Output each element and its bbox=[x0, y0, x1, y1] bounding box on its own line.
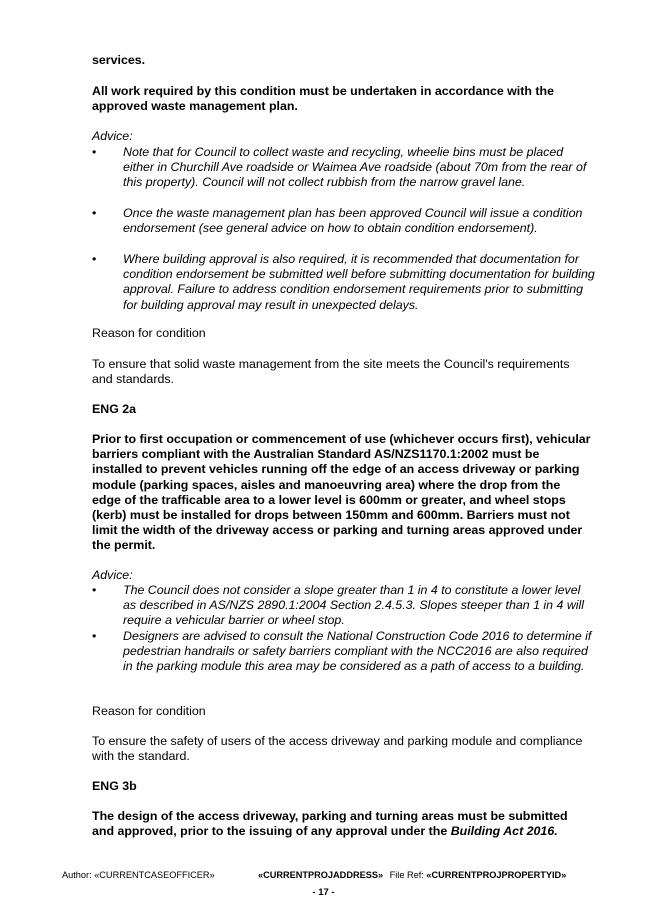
advice1-bullet-2: Once the waste management plan has been approved Council will issue a condition endorsement (see general advice on how to obtain condition endorsement). bbox=[123, 206, 583, 236]
advice-label-2: Advice: bbox=[92, 568, 133, 582]
eng2a-heading: ENG 2a bbox=[92, 402, 137, 416]
services-text: services. bbox=[92, 53, 146, 67]
footer-fileref-label: File Ref: bbox=[389, 870, 424, 880]
bullet-dot-icon: • bbox=[92, 583, 97, 597]
eng3b-paragraph bbox=[92, 809, 592, 839]
bullet-dot-icon: • bbox=[92, 629, 97, 643]
reason-label-1: Reason for condition bbox=[92, 326, 206, 340]
advice1-bullet-3: Where building approval is also required, it is recommended that documentation for condition endorsement be submitted well before submitting documentation for building approval. Failure to address condition endorsement requirements prior to submitting for building approval may result in unexpected delays. bbox=[123, 252, 595, 312]
footer-fileref-value: «CURRENTPROJPROPERTYID» bbox=[426, 870, 567, 880]
footer-author-label: Author: bbox=[62, 870, 92, 880]
reason-label-2: Reason for condition bbox=[92, 704, 206, 718]
eng3b-heading: ENG 3b bbox=[92, 779, 137, 793]
page-number: - 17 - bbox=[312, 887, 335, 898]
eng2a-paragraph: Prior to first occupation or commencement of use (whichever occurs first), vehicular barriers compliant with the Australian Standard AS/NZS1170.1:2002 must be installed to prevent vehicles running off the edge of an access driveway or parking module (parking spaces, aisles and manoeuvring area) where the drop from the edge of the trafficable area to a lower level is 600mm or greater, and wheel stops (kerb) must be installed for drops between 150mm and 600mm. Barriers must not limit the width of the driveway access or parking and turning areas approved under the permit. bbox=[92, 432, 591, 553]
bullet-dot-icon: • bbox=[92, 145, 97, 159]
reason-text-2: To ensure the safety of users of the access driveway and parking module and compliance with the standard. bbox=[92, 734, 583, 764]
advice-label-1: Advice: bbox=[92, 129, 133, 143]
bullet-dot-icon: • bbox=[92, 252, 97, 266]
eng3b-text: The design of the access driveway, parking and turning areas must be submitted and approved, prior to the issuing of any approval under the bbox=[92, 809, 568, 839]
bullet-dot-icon: • bbox=[92, 206, 97, 220]
advice1-bullet-1: Note that for Council to collect waste and recycling, wheelie bins must be placed either in Churchill Ave roadside or Waimea Ave roadside (about 70m from the rear of this property). Council will not collect rubbish from the narrow gravel lane. bbox=[123, 145, 587, 190]
eng3b-act-name: Building Act 2016. bbox=[450, 824, 558, 839]
advice2-bullet-1: The Council does not consider a slope greater than 1 in 4 to constitute a lower level as described in AS/NZS 2890.1:2004 Section 2.4.5.3. Slopes steeper than 1 in 4 will require a vehicular barrier or wheel stop. bbox=[123, 583, 585, 628]
footer-author bbox=[62, 870, 215, 881]
footer-address: «CURRENTPROJADDRESS» bbox=[258, 870, 384, 880]
reason-text-1: To ensure that solid waste management from the site meets the Council's requirements and standards. bbox=[92, 357, 570, 387]
footer-address-ref bbox=[258, 870, 566, 881]
advice2-bullet-2: Designers are advised to consult the National Construction Code 2016 to determine if pedestrian handrails or safety barriers compliant with the NCC2016 are also required in the parking module this area may be considered as a path of access to a building. bbox=[123, 629, 592, 674]
all-work-paragraph: All work required by this condition must be undertaken in accordance with the approved waste management plan. bbox=[92, 84, 554, 114]
footer-author-value: «CURRENTCASEOFFICER» bbox=[94, 870, 215, 880]
